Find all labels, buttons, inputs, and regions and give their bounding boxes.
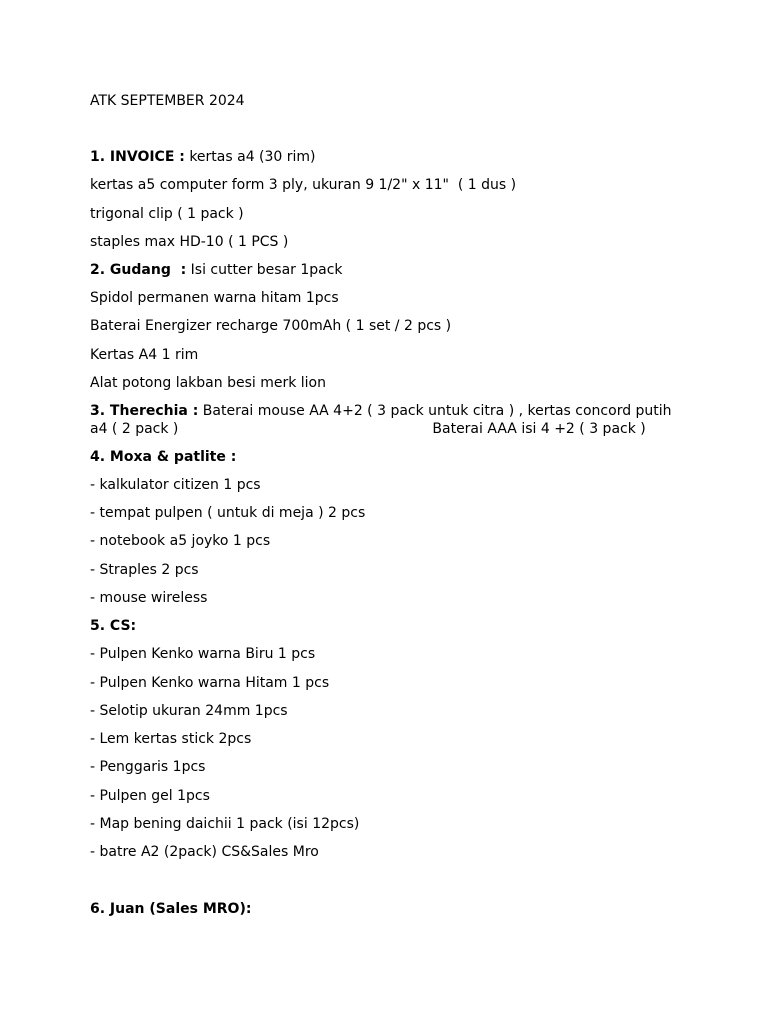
list-item: - Straples 2 pcs: [90, 562, 199, 578]
list-item: Baterai mouse AA 4+2 ( 3 pack untuk citra ) , kertas concord putih a4 ( 2 pack ): [90, 403, 672, 437]
section-heading: 4. Moxa & patlite :: [90, 449, 237, 465]
list-item: kertas a5 computer form 3 ply, ukuran 9 1/2" x 11" ( 1 dus ): [90, 177, 517, 193]
list-item: Baterai Energizer recharge 700mAh ( 1 set / 2 pcs ): [90, 318, 452, 334]
section-heading: 6. Juan (Sales MRO):: [90, 901, 252, 917]
section-gudang: [90, 261, 690, 279]
list-item: - Pulpen Kenko warna Hitam 1 pcs: [90, 675, 330, 691]
list-item: - Map bening daichii 1 pack (isi 12pcs): [90, 816, 360, 832]
section-therechia: [90, 402, 680, 438]
list-item: Spidol permanen warna hitam 1pcs: [90, 290, 339, 306]
list-item: - Lem kertas stick 2pcs: [90, 731, 252, 747]
list-item: - Pulpen gel 1pcs: [90, 788, 210, 804]
section-heading: 1. INVOICE :: [90, 149, 185, 165]
list-item: Kertas A4 1 rim: [90, 347, 199, 363]
section-heading: 3. Therechia :: [90, 403, 199, 419]
document-title: ATK SEPTEMBER 2024: [90, 93, 245, 109]
section-moxa: [90, 448, 690, 466]
list-item: staples max HD-10 ( 1 PCS ): [90, 234, 289, 250]
list-item: - notebook a5 joyko 1 pcs: [90, 533, 271, 549]
section-heading: 5. CS:: [90, 618, 137, 634]
list-item: - Penggaris 1pcs: [90, 759, 206, 775]
list-item: - mouse wireless: [90, 590, 208, 606]
list-item: - Pulpen Kenko warna Biru 1 pcs: [90, 646, 316, 662]
list-item: - kalkulator citizen 1 pcs: [90, 477, 261, 493]
section-cs: [90, 617, 690, 635]
list-item: Alat potong lakban besi merk lion: [90, 375, 326, 391]
list-item: - batre A2 (2pack) CS&Sales Mro: [90, 844, 319, 860]
list-item: Baterai AAA isi 4 +2 ( 3 pack ): [432, 421, 646, 437]
section-heading: 2. Gudang :: [90, 262, 187, 278]
list-item: - Selotip ukuran 24mm 1pcs: [90, 703, 288, 719]
section-juan: [90, 900, 690, 918]
list-item: Isi cutter besar 1pack: [186, 262, 343, 278]
list-item: kertas a4 (30 rim): [184, 149, 316, 165]
list-item: - tempat pulpen ( untuk di meja ) 2 pcs: [90, 505, 366, 521]
list-item: trigonal clip ( 1 pack ): [90, 206, 244, 222]
section-invoice: [90, 148, 690, 166]
